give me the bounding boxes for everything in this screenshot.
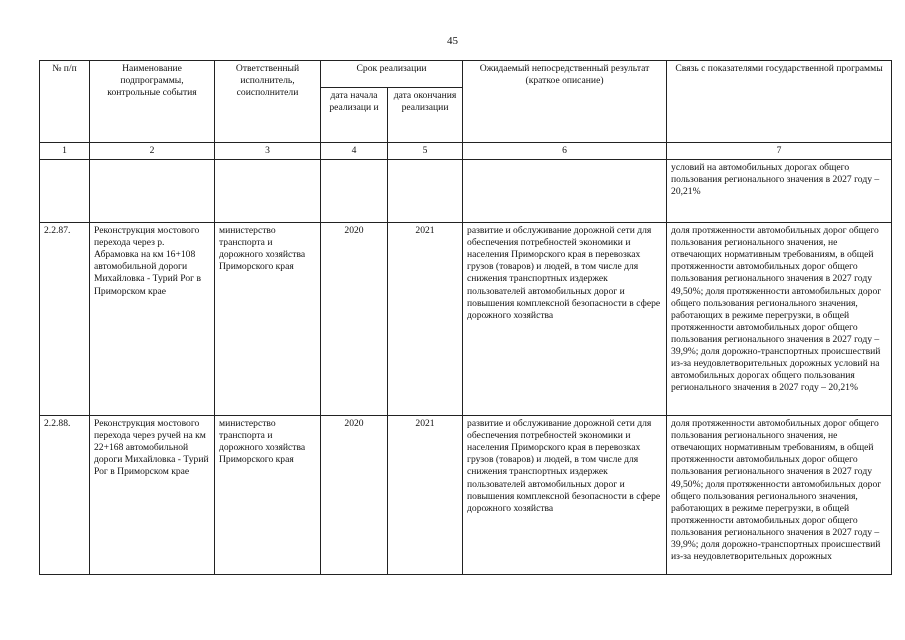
header-result: Ожидаемый непосредственный результат (краткое описание) — [463, 61, 667, 143]
header-num: № п/п — [40, 61, 90, 143]
column-number: 2 — [90, 143, 215, 160]
page-number: 45 — [447, 35, 458, 47]
column-number: 1 — [40, 143, 90, 160]
empty-cell — [90, 160, 215, 223]
column-number: 6 — [463, 143, 667, 160]
expected-result: развитие и обслуживание дорожной сети для обеспечения потребностей экономики и населения Приморского края в перевозках грузов (товаров) и людей, в том числе для снижения транспортных издержек пользователей автомобильных дорог и повышения комплексной безопасности в сфере дорожного хозяйства — [463, 416, 667, 575]
table-row — [40, 416, 892, 575]
executor: министерство транспорта и дорожного хозяйства Приморского края — [215, 416, 321, 575]
start-year: 2020 — [321, 223, 388, 416]
column-number: 3 — [215, 143, 321, 160]
empty-cell — [463, 160, 667, 223]
header-end-date: дата окончания реализации — [388, 88, 463, 143]
end-year: 2021 — [388, 416, 463, 575]
column-number: 4 — [321, 143, 388, 160]
event-name: Реконструкция мостового перехода через ручей на км 22+168 автомобильной дороги Михайловка - Турий Рог в Приморском крае — [90, 416, 215, 575]
empty-cell — [215, 160, 321, 223]
expected-result: развитие и обслуживание дорожной сети для обеспечения потребностей экономики и населения Приморского края в перевозках грузов (товаров) и людей, в том числе для снижения транспортных издержек пользователей автомобильных дорог и повышения комплексной безопасности в сфере дорожного хозяйства — [463, 223, 667, 416]
event-name: Реконструкция мостового перехода через р. Абрамовка на км 16+108 автомобильной дороги Михайловка - Турий Рог в Приморском крае — [90, 223, 215, 416]
header-start-date: дата начала реализаци и — [321, 88, 388, 143]
start-year: 2020 — [321, 416, 388, 575]
row-number: 2.2.87. — [40, 223, 90, 416]
indicator-link-cell: доля протяженности автомобильных дорог общего пользования регионального значения, не отвечающих нормативным требованиям, в общей протяженности автомобильных дорог общего пользования регионального значения в 2027 году 49,50%; доля протяженности автомобильных дорог общего пользования регионального значения, работающих в режиме перегрузки, в общей протяженности автомобильных дорог общего пользования регионального значения в 2027 году – 39,9%; доля дорожно-транспортных происшествий из-за неудовлетворительных дорожных условий на автомобильных дорогах общего пользования регионального значения в 2027 году – 20,21% — [667, 223, 892, 416]
indicator-link-cell: условий на автомобильных дорогах общего пользования регионального значения в 2027 году – 20,21% — [667, 160, 892, 223]
row-number: 2.2.88. — [40, 416, 90, 575]
header-name: Наименование подпрограммы, контрольные события — [90, 61, 215, 143]
header-period: Срок реализации — [321, 61, 463, 88]
column-number: 7 — [667, 143, 892, 160]
empty-cell — [388, 160, 463, 223]
table-header-row — [40, 61, 892, 88]
indicator-link-cell: доля протяженности автомобильных дорог общего пользования регионального значения, не отвечающих нормативным требованиям, в общей протяженности автомобильных дорог общего пользования регионального значения в 2027 году 49,50%; доля протяженности автомобильных дорог общего пользования регионального значения, работающих в режиме перегрузки, в общей протяженности автомобильных дорог общего пользования регионального значения в 2027 году – 39,9%; доля дорожно-транспортных происшествий из-за неудовлетворительных дорожных — [667, 416, 892, 575]
table-row — [40, 223, 892, 416]
executor: министерство транспорта и дорожного хозяйства Приморского края — [215, 223, 321, 416]
header-executor: Ответственный исполнитель, соисполнители — [215, 61, 321, 143]
header-link: Связь с показателями государственной программы — [667, 61, 892, 143]
end-year: 2021 — [388, 223, 463, 416]
empty-cell — [40, 160, 90, 223]
column-number: 5 — [388, 143, 463, 160]
table-row-continuation — [40, 160, 892, 223]
column-number-row — [40, 143, 892, 160]
empty-cell — [321, 160, 388, 223]
program-table — [39, 60, 892, 575]
